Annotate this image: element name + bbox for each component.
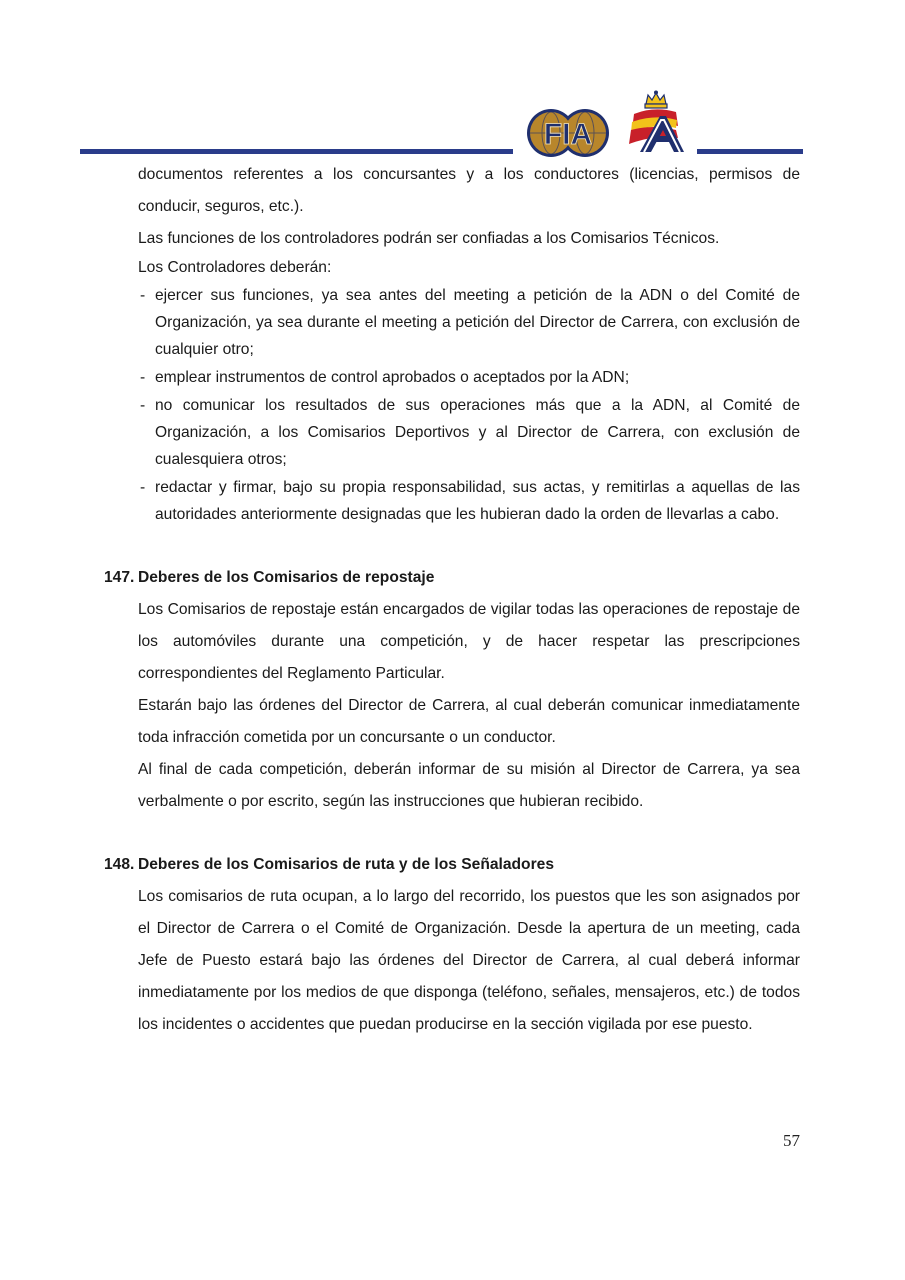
bullet-text: ejercer sus funciones, ya sea antes del meeting a petición de la ADN o del Comité de Organización, ya sea durante el meeting a petición del Director de Carrera, con exclusión de cualquier otro; — [155, 287, 800, 358]
page-number: 57 — [783, 1131, 800, 1150]
bullet-text: emplear instrumentos de control aprobados o aceptados por la ADN; — [155, 369, 630, 386]
section-number: 148. — [104, 856, 135, 873]
bullet-marker: - — [140, 369, 146, 386]
list-item — [140, 474, 800, 528]
bullet-marker: - — [140, 397, 146, 414]
header-rule-right — [697, 149, 803, 154]
list-item — [140, 364, 800, 391]
rfeda-crown-flag-icon — [626, 90, 688, 156]
bullet-marker: - — [140, 479, 146, 496]
bullet-marker: - — [140, 287, 146, 304]
section-147-paragraph: Los Comisarios de repostaje están encargados de vigilar todas las operaciones de repostaje de los automóviles durante una competición, y de hacer respetar las prescripciones correspondientes del Reglamento Particular. — [138, 601, 800, 682]
header-rule-left — [80, 149, 513, 154]
paragraph-continuation: documentos referentes a los concursantes y a los conductores (licencias, permisos de conducir, seguros, etc.). — [138, 166, 800, 215]
fia-logo-icon — [527, 104, 609, 162]
fia-logo-text: FIA — [543, 118, 593, 151]
list-item — [140, 392, 800, 473]
section-147-paragraph: Al final de cada competición, deberán informar de su misión al Director de Carrera, ya sea verbalmente o por escrito, según las instrucciones que hubieran recibido. — [138, 761, 800, 810]
section-148-paragraph: Los comisarios de ruta ocupan, a lo largo del recorrido, los puestos que les son asignados por el Director de Carrera o el Comité de Organización. Desde la apertura de un meeting, cada Jefe de Puesto estará bajo las órdenes del Director de Carrera, al cual deberá informar inmediatamente por los medios de que disponga (teléfono, señales, mensajeros, etc.) de todos los incidentes o accidentes que puedan producirse en la sección vigilada por ese puesto. — [138, 888, 800, 1033]
list-item — [140, 282, 800, 363]
section-147-paragraph: Estarán bajo las órdenes del Director de Carrera, al cual deberán comunicar inmediatamente toda infracción cometida por un concursante o un conductor. — [138, 697, 800, 746]
section-title: Deberes de los Comisarios de ruta y de los Señaladores — [138, 856, 554, 873]
section-heading-147 — [104, 566, 804, 590]
section-number: 147. — [104, 569, 135, 586]
bullet-text: redactar y firmar, bajo su propia responsabilidad, sus actas, y remitirlas a aquellas de las autoridades anteriormente designadas que les hubieran dado la orden de llevarlas a cabo. — [155, 479, 800, 523]
bullet-text: no comunicar los resultados de sus operaciones más que a la ADN, al Comité de Organización, a los Comisarios Deportivos y al Director de Carrera, con exclusión de cualesquiera otros; — [155, 397, 800, 468]
paragraph-controllers-duties-intro: Los Controladores deberán: — [138, 259, 332, 276]
page-header — [0, 0, 905, 170]
section-heading-148 — [104, 853, 804, 877]
paragraph-controllers-functions: Las funciones de los controladores podrán ser confiadas a los Comisarios Técnicos. — [138, 230, 720, 247]
section-title: Deberes de los Comisarios de repostaje — [138, 569, 435, 586]
